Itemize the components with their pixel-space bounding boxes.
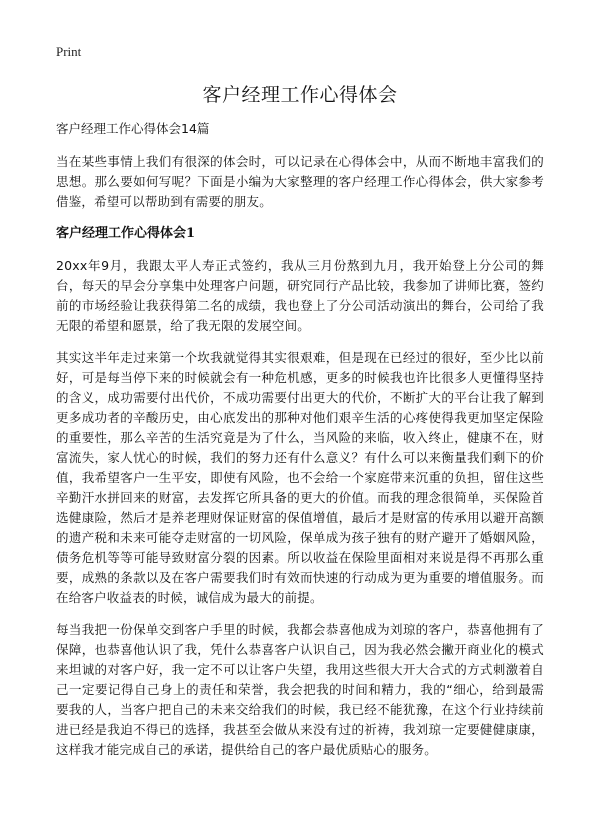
document-subtitle: 客户经理工作心得体会14篇 bbox=[56, 121, 210, 136]
body-paragraph-3: 每当我把一份保单交到客户手里的时候，我都会恭喜他成为刘琼的客户，恭喜他拥有了保障，也恭喜他认识了我，凭什么恭喜客户认识自己，因为我必然会撇开商业化的模式来坦诚的对客户好，我一定不可以让客户失望，我用这些很大开大合式的方式刺激着自己一定要记得自己身上的责任和荣誉，我会把我的时间和精力，我的“细心，给到最需要我的人，当客户把自己的未来交给我们的时候，我已经不能犹豫，在这个行业持续前进已经是我迫不得已的选择，我甚至会做从来没有过的祈祷，我刘琼一定要健健康康，这样我才能完成自己的承诺，提供给自己的客户最优质贴心的服务。 bbox=[56, 622, 544, 757]
document-body bbox=[56, 119, 544, 772]
body-paragraph-1: 20xx年9月，我跟太平人寿正式签约，我从三月份熬到九月，我开始登上分公司的舞台，每天的早会分享集中处理客户问题，研究同行产品比较，我参加了讲师比赛，签约前的市场经验让我获得第二名的成绩，我也登上了分公司活动演出的舞台，公司给了我无限的希望和愿景，给了我无限的发展空间。 bbox=[56, 258, 544, 333]
print-link[interactable]: Print bbox=[56, 44, 82, 59]
intro-paragraph: 当在某些事情上我们有很深的体会时，可以记录在心得体会中，从而不断地丰富我们的思想。那么要如何写呢？下面是小编为大家整理的客户经理工作心得体会，供大家参考借鉴，希望可以帮助到有需要的朋友。 bbox=[56, 154, 544, 209]
section-heading: 客户经理工作心得体会1 bbox=[56, 226, 196, 241]
body-paragraph-2: 其实这半年走过来第一个坎我就觉得其实很艰难，但是现在已经过的很好，至少比以前好，可是每当停下来的时候就会有一种危机感，更多的时候我也许比很多人更懂得坚持的含义，成功需要付出代价，不成功需要付出更大的代价，不断扩大的平台让我了解到更多成功者的辛酸历史，由心底发出的那种对他们艰辛生活的心疼使得我更加坚定保险的重要性，那么辛苦的生活究竟是为了什么，当风险的来临，收入终止，健康不在，财富流失，家人忧心的时候，我们的努力还有什么意义？有什么可以来衡量我们剩下的价值，我希望客户一生平安，即使有风险，也不会给一个家庭带来沉重的负担，留住这些辛勤汗水拼回来的财富，去发挥它所具备的更大的价值。而我的理念很简单，买保险首选健康险，然后才是养老理财保证财富的保值增值，最后才是财富的传承用以避开高额的遗产税和未来可能夺走财富的一切风险，保单成为孩子独有的财产避开了婚姻风险，债务危机等等可能导致财富分裂的因素。所以收益在保险里面相对来说是得不再那么重要，成熟的条款以及在客户需要我们时有效而快速的行动成为更为重要的增值服务。而在给客户收益表的时候，诚信成为最大的前提。 bbox=[56, 350, 544, 605]
page-title: 客户经理工作心得体会 bbox=[202, 84, 398, 106]
